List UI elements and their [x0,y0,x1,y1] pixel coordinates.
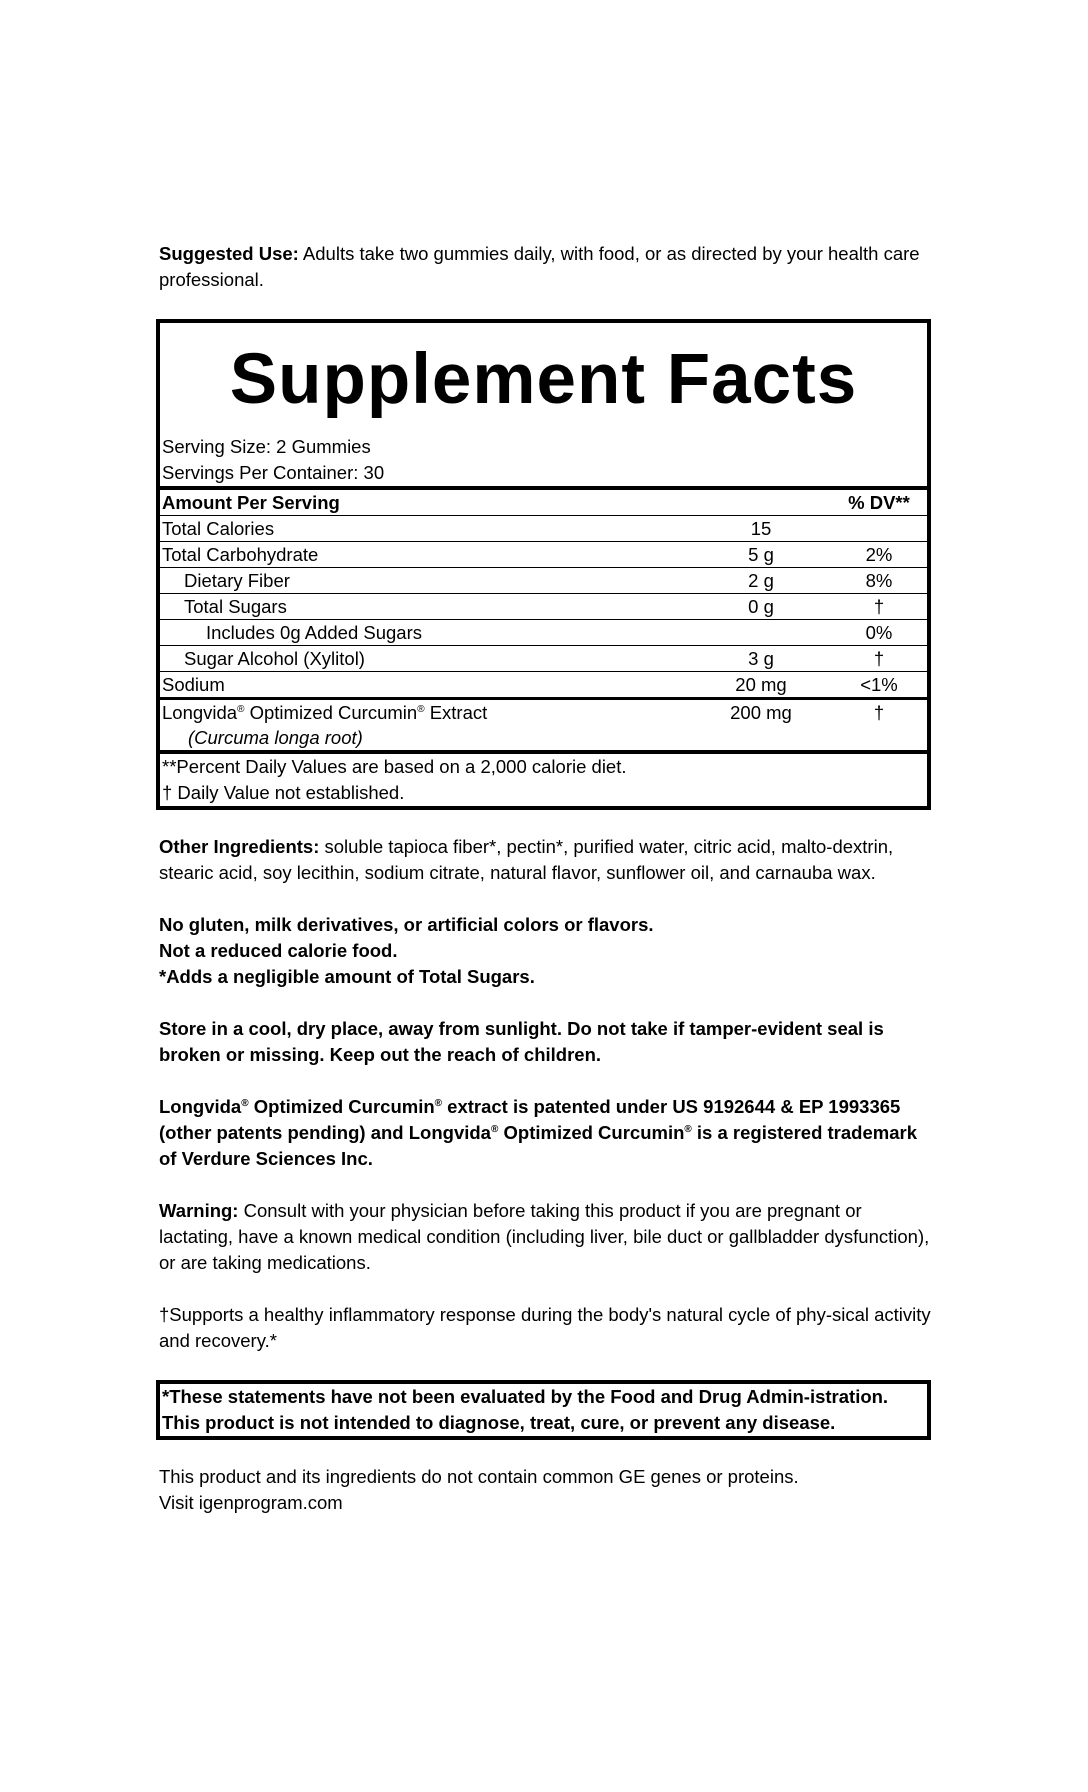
warning-label: Warning: [159,1200,239,1221]
nutrient-dv: † [873,648,885,669]
table-header-row [160,488,927,516]
statement-line: *Adds a negligible amount of Total Sugars. [159,966,535,987]
nutrient-name: Sodium [162,674,225,695]
nutrient-amount: 0 g [748,596,774,617]
servings-per-container: Servings Per Container: 30 [162,462,385,483]
facts-footnotes [160,750,927,806]
table-row [160,594,927,620]
nutrient-amount: 5 g [748,544,774,565]
table-row-curcumin [160,699,927,751]
table-row [160,568,927,594]
table-row [160,672,927,699]
statement-line: Not a reduced calorie food. [159,940,398,961]
other-ingredients-text: soluble tapioca fiber*, pectin*, purified water, citric acid, malto-dextrin, stearic acid, soy lecithin, sodium citrate, natural flavor, sunflower oil, and carnauba wax. [159,836,894,883]
warning-text: Consult with your physician before taking this product if you are pregnant or lactating, have a known medical condition (including liver, bile duct or gallbladder dysfunction), or are taking medications. [159,1200,930,1273]
nutrient-amount: 2 g [748,570,774,591]
nutrient-amount: 20 mg [735,674,787,695]
statement-line: No gluten, milk derivatives, or artificial colors or flavors. [159,914,654,935]
nutrient-table [160,486,927,750]
table-row [160,646,927,672]
curcumin-dv: † [873,702,885,723]
nutrient-dv: 8% [865,570,893,591]
nutrient-amount: 15 [750,518,772,539]
header-dv: % DV** [848,492,910,513]
curcumin-name: Longvida® Optimized Curcumin® Extract (Curcuma longa root) [162,702,488,748]
footnote-dv: **Percent Daily Values are based on a 2,000 calorie diet. [162,756,627,777]
nutrient-dv: † [873,596,885,617]
nutrient-dv: 0% [865,622,893,643]
nutrient-name: Sugar Alcohol (Xylitol) [184,648,365,669]
suggested-use-text: Adults take two gummies daily, with food, or as directed by your health care professional. [159,243,920,290]
warning-statement [159,1198,939,1276]
fda-disclaimer-box: *These statements have not been evaluated by the Food and Drug Admin-istration. This product is not intended to diagnose, treat, cure, or prevent any disease. [156,1380,931,1440]
suggested-use [159,241,939,293]
footnote-dagger: † Daily Value not established. [162,782,405,803]
suggested-use-label: Suggested Use: [159,243,299,264]
serving-size: Serving Size: 2 Gummies [162,436,371,457]
supports-claim: †Supports a healthy inflammatory response during the body's natural cycle of phy-sical activity and recovery.* [159,1304,931,1351]
table-row [160,516,927,542]
supplement-facts-title: Supplement Facts [229,340,858,419]
other-ingredients [159,834,939,886]
nutrient-name: Total Carbohydrate [162,544,319,565]
nutrient-name: Total Calories [162,518,275,539]
other-ingredients-label: Other Ingredients: [159,836,320,857]
curcumin-source: (Curcuma longa root) [188,727,363,748]
curcumin-amount: 200 mg [730,702,792,723]
nutrient-name: Total Sugars [184,596,287,617]
table-row [160,620,927,646]
header-amount-per-serving: Amount Per Serving [162,492,340,513]
nutrient-name: Dietary Fiber [184,570,290,591]
patent-statement: Longvida® Optimized Curcumin® extract is patented under US 9192644 & EP 1993365 (other patents pending) and Longvida® Optimized Curcumin® is a registered trademark of Verdure Sciences Inc. [159,1096,917,1169]
storage-statement: Store in a cool, dry place, away from sunlight. Do not take if tamper-evident seal is broken or missing. Keep out the reach of children. [159,1018,884,1065]
nutrient-dv: <1% [860,674,898,695]
nutrient-name: Includes 0g Added Sugars [206,622,422,643]
nutrient-dv: 2% [865,544,893,565]
table-row [160,542,927,568]
supplement-facts-panel [156,319,931,810]
nutrient-dv [831,516,927,542]
nutrient-amount: 3 g [748,648,774,669]
visit-website: Visit igenprogram.com [159,1492,343,1513]
label-page [159,241,939,1516]
ge-statement: This product and its ingredients do not contain common GE genes or proteins. [159,1466,799,1487]
nutrient-amount [691,620,831,646]
free-from-statements [159,912,939,990]
